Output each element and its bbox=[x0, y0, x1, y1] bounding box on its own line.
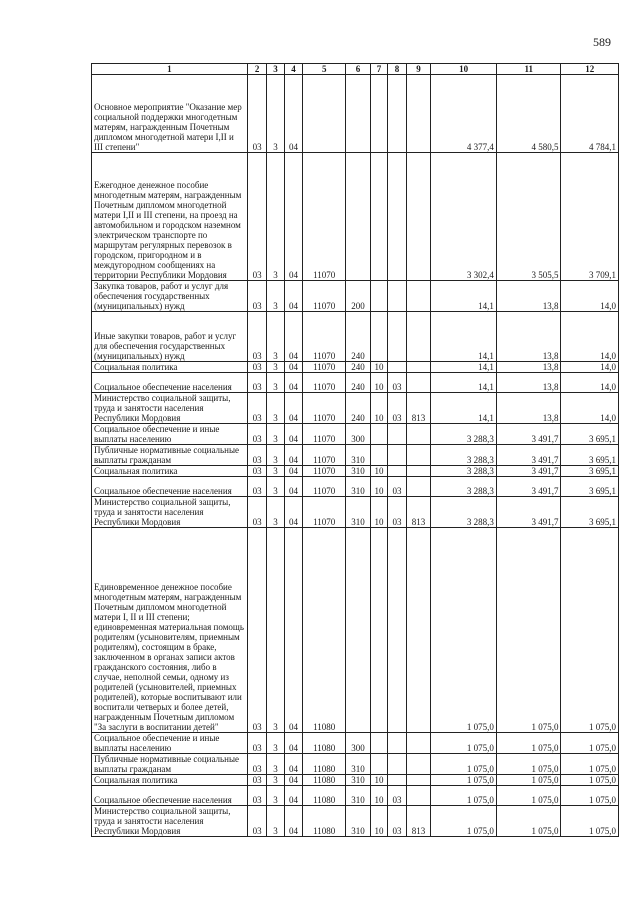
section-code: 03 bbox=[247, 393, 266, 424]
column-header: 6 bbox=[346, 64, 371, 75]
expense-type-code: 240 bbox=[346, 393, 371, 424]
subsection-code: 3 bbox=[267, 424, 284, 445]
target-article-code: 11080 bbox=[303, 754, 346, 775]
amount-year-1: 1 075,0 bbox=[431, 528, 497, 733]
amount-year-3: 1 075,0 bbox=[561, 528, 619, 733]
ministry-code bbox=[406, 424, 431, 445]
amount-year-2: 3 491,7 bbox=[496, 466, 561, 477]
amount-year-2: 13,8 bbox=[496, 281, 561, 312]
department-section-code bbox=[370, 445, 387, 466]
row-name: Министерство социальной защиты, труда и занятости населения Республики Мордовия bbox=[92, 806, 248, 837]
ministry-code: 813 bbox=[406, 806, 431, 837]
expense-type-code: 200 bbox=[346, 281, 371, 312]
subsection-code: 3 bbox=[267, 466, 284, 477]
table-row bbox=[92, 445, 619, 466]
program-code: 04 bbox=[284, 754, 302, 775]
amount-year-2: 1 075,0 bbox=[496, 754, 561, 775]
department-subsection-code bbox=[388, 362, 406, 373]
table-row bbox=[92, 312, 619, 362]
program-code: 04 bbox=[284, 806, 302, 837]
table-row bbox=[92, 775, 619, 786]
section-code: 03 bbox=[247, 424, 266, 445]
subsection-code: 3 bbox=[267, 153, 284, 281]
department-subsection-code bbox=[388, 312, 406, 362]
amount-year-3: 3 695,1 bbox=[561, 445, 619, 466]
department-section-code: 10 bbox=[370, 775, 387, 786]
program-code: 04 bbox=[284, 424, 302, 445]
department-section-code: 10 bbox=[370, 786, 387, 806]
amount-year-1: 3 288,3 bbox=[431, 445, 497, 466]
amount-year-3: 1 075,0 bbox=[561, 754, 619, 775]
row-name: Социальная политика bbox=[92, 362, 248, 373]
subsection-code: 3 bbox=[267, 75, 284, 153]
table-row bbox=[92, 806, 619, 837]
amount-year-1: 1 075,0 bbox=[431, 806, 497, 837]
department-subsection-code: 03 bbox=[388, 477, 406, 497]
target-article-code bbox=[303, 75, 346, 153]
department-section-code bbox=[370, 153, 387, 281]
row-name: Закупка товаров, работ и услуг для обеспечения государственных (муниципальных) нужд bbox=[92, 281, 248, 312]
target-article-code: 11080 bbox=[303, 528, 346, 733]
program-code: 04 bbox=[284, 733, 302, 754]
subsection-code: 3 bbox=[267, 393, 284, 424]
target-article-code: 11070 bbox=[303, 393, 346, 424]
expense-type-code: 310 bbox=[346, 466, 371, 477]
amount-year-2: 13,8 bbox=[496, 393, 561, 424]
ministry-code bbox=[406, 754, 431, 775]
program-code: 04 bbox=[284, 153, 302, 281]
budget-table bbox=[91, 63, 619, 837]
section-code: 03 bbox=[247, 528, 266, 733]
table-body bbox=[92, 75, 619, 837]
target-article-code: 11070 bbox=[303, 445, 346, 466]
department-subsection-code bbox=[388, 754, 406, 775]
department-section-code: 10 bbox=[370, 806, 387, 837]
row-name: Публичные нормативные социальные выплаты гражданам bbox=[92, 754, 248, 775]
amount-year-3: 1 075,0 bbox=[561, 786, 619, 806]
table-row bbox=[92, 281, 619, 312]
expense-type-code: 240 bbox=[346, 312, 371, 362]
table-row bbox=[92, 153, 619, 281]
department-subsection-code bbox=[388, 733, 406, 754]
expense-type-code: 240 bbox=[346, 373, 371, 393]
department-section-code bbox=[370, 754, 387, 775]
target-article-code: 11070 bbox=[303, 497, 346, 528]
department-subsection-code bbox=[388, 281, 406, 312]
ministry-code: 813 bbox=[406, 393, 431, 424]
department-subsection-code: 03 bbox=[388, 497, 406, 528]
section-code: 03 bbox=[247, 477, 266, 497]
department-subsection-code: 03 bbox=[388, 786, 406, 806]
section-code: 03 bbox=[247, 466, 266, 477]
program-code: 04 bbox=[284, 393, 302, 424]
amount-year-2: 3 491,7 bbox=[496, 424, 561, 445]
row-name: Публичные нормативные социальные выплаты гражданам bbox=[92, 445, 248, 466]
table-row bbox=[92, 528, 619, 733]
amount-year-2: 13,8 bbox=[496, 373, 561, 393]
expense-type-code: 300 bbox=[346, 733, 371, 754]
expense-type-code: 310 bbox=[346, 786, 371, 806]
department-subsection-code bbox=[388, 528, 406, 733]
target-article-code: 11070 bbox=[303, 424, 346, 445]
table-header-row bbox=[92, 64, 619, 75]
subsection-code: 3 bbox=[267, 733, 284, 754]
amount-year-3: 4 784,1 bbox=[561, 75, 619, 153]
section-code: 03 bbox=[247, 373, 266, 393]
section-code: 03 bbox=[247, 75, 266, 153]
amount-year-1: 4 377,4 bbox=[431, 75, 497, 153]
table-row bbox=[92, 424, 619, 445]
amount-year-3: 1 075,0 bbox=[561, 806, 619, 837]
amount-year-1: 3 288,3 bbox=[431, 466, 497, 477]
amount-year-1: 14,1 bbox=[431, 393, 497, 424]
amount-year-3: 1 075,0 bbox=[561, 775, 619, 786]
table-row bbox=[92, 75, 619, 153]
column-header: 1 bbox=[92, 64, 248, 75]
target-article-code: 11070 bbox=[303, 312, 346, 362]
department-section-code bbox=[370, 281, 387, 312]
column-header: 3 bbox=[267, 64, 284, 75]
table-row bbox=[92, 362, 619, 373]
subsection-code: 3 bbox=[267, 477, 284, 497]
amount-year-3: 3 695,1 bbox=[561, 424, 619, 445]
subsection-code: 3 bbox=[267, 373, 284, 393]
section-code: 03 bbox=[247, 445, 266, 466]
subsection-code: 3 bbox=[267, 786, 284, 806]
target-article-code: 11070 bbox=[303, 153, 346, 281]
row-name: Социальное обеспечение населения bbox=[92, 786, 248, 806]
program-code: 04 bbox=[284, 786, 302, 806]
target-article-code: 11080 bbox=[303, 733, 346, 754]
target-article-code: 11070 bbox=[303, 477, 346, 497]
amount-year-3: 14,0 bbox=[561, 312, 619, 362]
target-article-code: 11070 bbox=[303, 281, 346, 312]
row-name: Ежегодное денежное пособие многодетным матерям, награжденным Почетным дипломом многодетной матери I,II и III степени, на проезд на автомобильном и городском наземном электрическом транспорте по маршрутам регулярных перевозок в городском, пригородном и в междугородном сообщениях на территории Республики Мордовия bbox=[92, 153, 248, 281]
expense-type-code: 310 bbox=[346, 775, 371, 786]
department-subsection-code bbox=[388, 775, 406, 786]
row-name: Единовременное денежное пособие многодетным матерям, награжденным Почетным дипломом многодетной матери I, II и III степени; единовременная материальная помощь родителям (усыновителям, приемным родителям), состоящим в браке, заключенном в органах записи актов гражданского состояния, либо в случае, неполной семьи, одному из родителей (усыновителей, приемных родителей), которые воспитывают или воспитали четверых и более детей, награжденным Почетным дипломом "За заслуги в воспитании детей" bbox=[92, 528, 248, 733]
ministry-code bbox=[406, 445, 431, 466]
section-code: 03 bbox=[247, 312, 266, 362]
target-article-code: 11070 bbox=[303, 373, 346, 393]
row-name: Министерство социальной защиты, труда и занятости населения Республики Мордовия bbox=[92, 497, 248, 528]
section-code: 03 bbox=[247, 806, 266, 837]
amount-year-1: 3 302,4 bbox=[431, 153, 497, 281]
amount-year-3: 14,0 bbox=[561, 281, 619, 312]
amount-year-2: 1 075,0 bbox=[496, 775, 561, 786]
target-article-code: 11070 bbox=[303, 466, 346, 477]
amount-year-2: 3 491,7 bbox=[496, 497, 561, 528]
amount-year-3: 3 709,1 bbox=[561, 153, 619, 281]
row-name: Социальное обеспечение населения bbox=[92, 373, 248, 393]
section-code: 03 bbox=[247, 362, 266, 373]
amount-year-3: 3 695,1 bbox=[561, 497, 619, 528]
table-row bbox=[92, 466, 619, 477]
page-number: 589 bbox=[593, 35, 611, 49]
table-row bbox=[92, 733, 619, 754]
ministry-code bbox=[406, 733, 431, 754]
ministry-code bbox=[406, 477, 431, 497]
amount-year-2: 1 075,0 bbox=[496, 786, 561, 806]
subsection-code: 3 bbox=[267, 497, 284, 528]
column-header: 5 bbox=[303, 64, 346, 75]
table-row bbox=[92, 373, 619, 393]
subsection-code: 3 bbox=[267, 806, 284, 837]
amount-year-3: 14,0 bbox=[561, 373, 619, 393]
expense-type-code: 240 bbox=[346, 362, 371, 373]
section-code: 03 bbox=[247, 775, 266, 786]
department-section-code bbox=[370, 424, 387, 445]
program-code: 04 bbox=[284, 497, 302, 528]
amount-year-1: 14,1 bbox=[431, 373, 497, 393]
subsection-code: 3 bbox=[267, 528, 284, 733]
amount-year-2: 4 580,5 bbox=[496, 75, 561, 153]
table-row bbox=[92, 754, 619, 775]
row-name: Министерство социальной защиты, труда и занятости населения Республики Мордовия bbox=[92, 393, 248, 424]
department-section-code bbox=[370, 75, 387, 153]
target-article-code: 11080 bbox=[303, 786, 346, 806]
subsection-code: 3 bbox=[267, 775, 284, 786]
amount-year-2: 13,8 bbox=[496, 362, 561, 373]
row-name: Иные закупки товаров, работ и услуг для обеспечения государственных (муниципальных) нужд bbox=[92, 312, 248, 362]
program-code: 04 bbox=[284, 477, 302, 497]
department-subsection-code bbox=[388, 424, 406, 445]
subsection-code: 3 bbox=[267, 445, 284, 466]
table-row bbox=[92, 393, 619, 424]
department-section-code: 10 bbox=[370, 497, 387, 528]
amount-year-1: 1 075,0 bbox=[431, 786, 497, 806]
program-code: 04 bbox=[284, 775, 302, 786]
program-code: 04 bbox=[284, 466, 302, 477]
amount-year-2: 1 075,0 bbox=[496, 528, 561, 733]
ministry-code bbox=[406, 75, 431, 153]
subsection-code: 3 bbox=[267, 312, 284, 362]
amount-year-3: 3 695,1 bbox=[561, 466, 619, 477]
expense-type-code bbox=[346, 153, 371, 281]
ministry-code bbox=[406, 775, 431, 786]
amount-year-2: 1 075,0 bbox=[496, 806, 561, 837]
ministry-code: 813 bbox=[406, 497, 431, 528]
ministry-code bbox=[406, 312, 431, 362]
ministry-code bbox=[406, 362, 431, 373]
section-code: 03 bbox=[247, 153, 266, 281]
column-header: 8 bbox=[388, 64, 406, 75]
department-subsection-code: 03 bbox=[388, 393, 406, 424]
section-code: 03 bbox=[247, 733, 266, 754]
program-code: 04 bbox=[284, 528, 302, 733]
department-section-code: 10 bbox=[370, 362, 387, 373]
amount-year-3: 14,0 bbox=[561, 393, 619, 424]
ministry-code bbox=[406, 528, 431, 733]
department-subsection-code: 03 bbox=[388, 806, 406, 837]
department-subsection-code bbox=[388, 445, 406, 466]
department-section-code: 10 bbox=[370, 466, 387, 477]
section-code: 03 bbox=[247, 754, 266, 775]
department-subsection-code bbox=[388, 153, 406, 281]
ministry-code bbox=[406, 373, 431, 393]
row-name: Социальное обеспечение и иные выплаты населению bbox=[92, 424, 248, 445]
column-header: 10 bbox=[431, 64, 497, 75]
program-code: 04 bbox=[284, 373, 302, 393]
amount-year-2: 3 505,5 bbox=[496, 153, 561, 281]
department-section-code bbox=[370, 733, 387, 754]
table-row bbox=[92, 786, 619, 806]
section-code: 03 bbox=[247, 786, 266, 806]
amount-year-2: 3 491,7 bbox=[496, 477, 561, 497]
target-article-code: 11080 bbox=[303, 775, 346, 786]
column-header: 12 bbox=[561, 64, 619, 75]
column-header: 2 bbox=[247, 64, 266, 75]
ministry-code bbox=[406, 153, 431, 281]
department-section-code bbox=[370, 312, 387, 362]
department-subsection-code bbox=[388, 466, 406, 477]
amount-year-3: 14,0 bbox=[561, 362, 619, 373]
ministry-code bbox=[406, 281, 431, 312]
target-article-code: 11070 bbox=[303, 362, 346, 373]
subsection-code: 3 bbox=[267, 281, 284, 312]
amount-year-1: 14,1 bbox=[431, 362, 497, 373]
row-name: Социальное обеспечение населения bbox=[92, 477, 248, 497]
amount-year-1: 3 288,3 bbox=[431, 424, 497, 445]
target-article-code: 11080 bbox=[303, 806, 346, 837]
program-code: 04 bbox=[284, 75, 302, 153]
department-subsection-code bbox=[388, 75, 406, 153]
program-code: 04 bbox=[284, 445, 302, 466]
amount-year-1: 1 075,0 bbox=[431, 754, 497, 775]
row-name: Социальное обеспечение и иные выплаты населению bbox=[92, 733, 248, 754]
department-section-code: 10 bbox=[370, 477, 387, 497]
amount-year-2: 13,8 bbox=[496, 312, 561, 362]
expense-type-code bbox=[346, 528, 371, 733]
row-name: Социальная политика bbox=[92, 775, 248, 786]
expense-type-code bbox=[346, 75, 371, 153]
row-name: Социальная политика bbox=[92, 466, 248, 477]
ministry-code bbox=[406, 786, 431, 806]
column-header: 7 bbox=[370, 64, 387, 75]
subsection-code: 3 bbox=[267, 362, 284, 373]
section-code: 03 bbox=[247, 281, 266, 312]
amount-year-1: 14,1 bbox=[431, 312, 497, 362]
amount-year-1: 1 075,0 bbox=[431, 733, 497, 754]
department-subsection-code: 03 bbox=[388, 373, 406, 393]
amount-year-1: 14,1 bbox=[431, 281, 497, 312]
section-code: 03 bbox=[247, 497, 266, 528]
column-header: 9 bbox=[406, 64, 431, 75]
column-header: 4 bbox=[284, 64, 302, 75]
table-row bbox=[92, 477, 619, 497]
department-section-code: 10 bbox=[370, 393, 387, 424]
amount-year-1: 3 288,3 bbox=[431, 497, 497, 528]
expense-type-code: 310 bbox=[346, 497, 371, 528]
amount-year-3: 1 075,0 bbox=[561, 733, 619, 754]
program-code: 04 bbox=[284, 312, 302, 362]
program-code: 04 bbox=[284, 362, 302, 373]
row-name: Основное мероприятие "Оказание мер социальной поддержки многодетным матерям, награжденным Почетным дипломом многодетной матери I,II и III степени" bbox=[92, 75, 248, 153]
expense-type-code: 310 bbox=[346, 445, 371, 466]
ministry-code bbox=[406, 466, 431, 477]
program-code: 04 bbox=[284, 281, 302, 312]
expense-type-code: 300 bbox=[346, 424, 371, 445]
department-section-code: 10 bbox=[370, 373, 387, 393]
amount-year-3: 3 695,1 bbox=[561, 477, 619, 497]
column-header: 11 bbox=[496, 64, 561, 75]
expense-type-code: 310 bbox=[346, 754, 371, 775]
department-section-code bbox=[370, 528, 387, 733]
amount-year-1: 3 288,3 bbox=[431, 477, 497, 497]
expense-type-code: 310 bbox=[346, 806, 371, 837]
amount-year-1: 1 075,0 bbox=[431, 775, 497, 786]
subsection-code: 3 bbox=[267, 754, 284, 775]
amount-year-2: 3 491,7 bbox=[496, 445, 561, 466]
expense-type-code: 310 bbox=[346, 477, 371, 497]
amount-year-2: 1 075,0 bbox=[496, 733, 561, 754]
table-row bbox=[92, 497, 619, 528]
